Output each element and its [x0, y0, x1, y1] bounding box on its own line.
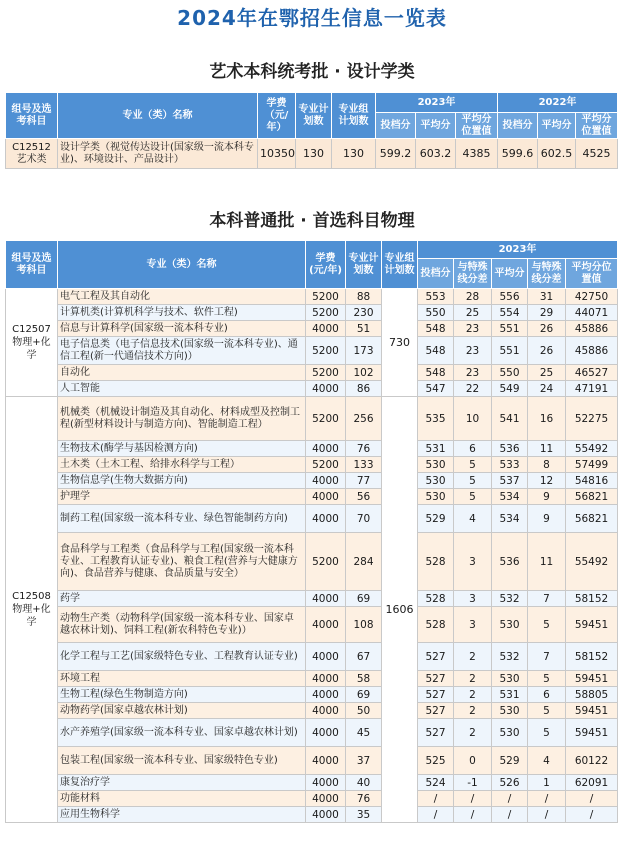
table-row	[6, 505, 618, 533]
cutoff-cell: 547	[418, 381, 454, 397]
average-cell: 531	[492, 687, 528, 703]
cutoff-cell: 548	[418, 337, 454, 365]
average-cell: 529	[492, 747, 528, 775]
rank-cell: /	[566, 807, 618, 823]
major-cell: 土木类（土木工程、给排水科学与工程）	[58, 457, 306, 473]
major-cell: 生物信息学(生物大数据方向)	[58, 473, 306, 489]
header-major: 专业（类）名称	[58, 241, 306, 289]
table-row	[6, 441, 618, 457]
plan-cell: 70	[346, 505, 382, 533]
major-cell: 食品科学与工程类（食品科学与工程(国家级一流本科专业、工程教育认证专业)、粮食工程(营养与大健康方向)、食品营养与健康、食品质量与安全）	[58, 533, 306, 591]
average-diff-cell: 5	[528, 719, 566, 747]
average-diff-cell: 25	[528, 365, 566, 381]
rank-cell: 47191	[566, 381, 618, 397]
major-cell: 生物技术(酶学与基因检测方向)	[58, 441, 306, 457]
cutoff-cell: 530	[418, 457, 454, 473]
cutoff-diff-cell: 4	[454, 505, 492, 533]
table-row	[6, 687, 618, 703]
major-cell: 制药工程(国家级一流本科专业、绿色智能制药方向)	[58, 505, 306, 533]
rank-cell: 46527	[566, 365, 618, 381]
cutoff-cell: 548	[418, 365, 454, 381]
table-row	[6, 807, 618, 823]
header-group: 组号及选考科目	[6, 93, 58, 139]
plan-cell: 40	[346, 775, 382, 791]
section-title-art: 艺术本科统考批 · 设计学类	[209, 62, 415, 82]
fee-cell: 5200	[306, 337, 346, 365]
rank-cell: 52275	[566, 397, 618, 441]
cutoff-diff-cell: 22	[454, 381, 492, 397]
plan-cell: 256	[346, 397, 382, 441]
cutoff-diff-cell: 5	[454, 473, 492, 489]
average-2022-cell: 602.5	[538, 139, 576, 169]
header-rank: 平均分位置值	[566, 259, 618, 289]
average-diff-cell: 29	[528, 305, 566, 321]
average-cell: 530	[492, 671, 528, 687]
table-row	[6, 365, 618, 381]
major-cell: 化学工程与工艺(国家级特色专业、工程教育认证专业)	[58, 643, 306, 671]
major-cell: 环境工程	[58, 671, 306, 687]
cutoff-diff-cell: 3	[454, 533, 492, 591]
group-plan-cell: 130	[332, 139, 376, 169]
cutoff-diff-cell: 5	[454, 457, 492, 473]
cutoff-diff-cell: /	[454, 807, 492, 823]
plan-cell: 67	[346, 643, 382, 671]
major-cell: 动物药学(国家卓越农林计划)	[58, 703, 306, 719]
plan-cell: 51	[346, 321, 382, 337]
rank-cell: 62091	[566, 775, 618, 791]
rank-cell: 56821	[566, 505, 618, 533]
average-cell: 551	[492, 321, 528, 337]
fee-cell: 5200	[306, 289, 346, 305]
rank-2023-cell: 4385	[456, 139, 498, 169]
plan-cell: 35	[346, 807, 382, 823]
average-cell: /	[492, 791, 528, 807]
table-row	[6, 591, 618, 607]
major-cell: 计算机类(计算机科学与技术、软件工程)	[58, 305, 306, 321]
major-cell: 动物生产类（动物科学(国家级一流本科专业、国家卓越农林计划)、饲料工程(新农科特色专业)）	[58, 607, 306, 643]
table-row	[6, 397, 618, 441]
plan-cell: 77	[346, 473, 382, 489]
rank-cell: 45886	[566, 321, 618, 337]
cutoff-cell: 529	[418, 505, 454, 533]
cutoff-cell: 527	[418, 703, 454, 719]
cutoff-diff-cell: 3	[454, 607, 492, 643]
rank-cell: 58152	[566, 591, 618, 607]
major-cell: 应用生物科学	[58, 807, 306, 823]
table-row	[6, 533, 618, 591]
major-cell: 护理学	[58, 489, 306, 505]
major-cell: 人工智能	[58, 381, 306, 397]
average-cell: 554	[492, 305, 528, 321]
average-diff-cell: 4	[528, 747, 566, 775]
cutoff-diff-cell: 25	[454, 305, 492, 321]
cutoff-diff-cell: 2	[454, 703, 492, 719]
header-2023-cutoff: 投档分	[376, 113, 416, 139]
fee-cell: 4000	[306, 321, 346, 337]
average-cell: 530	[492, 607, 528, 643]
fee-cell: 4000	[306, 703, 346, 719]
cutoff-cell: 535	[418, 397, 454, 441]
table-row	[6, 775, 618, 791]
average-cell: 536	[492, 441, 528, 457]
fee-cell: 5200	[306, 365, 346, 381]
fee-cell: 4000	[306, 747, 346, 775]
average-diff-cell: 26	[528, 321, 566, 337]
cutoff-cell: 548	[418, 321, 454, 337]
header-2023: 2023年	[376, 93, 498, 113]
average-cell: 536	[492, 533, 528, 591]
cutoff-diff-cell: 2	[454, 687, 492, 703]
table-row	[6, 747, 618, 775]
group-cell: C12512 艺术类	[6, 139, 58, 169]
group-cell: C12507 物理+化学	[6, 289, 58, 397]
table-row	[6, 703, 618, 719]
header-cutoff: 投档分	[418, 259, 454, 289]
plan-cell: 58	[346, 671, 382, 687]
average-diff-cell: /	[528, 791, 566, 807]
rank-cell: 57499	[566, 457, 618, 473]
table-row	[6, 791, 618, 807]
major-cell: 水产养殖学(国家级一流本科专业、国家卓越农林计划)	[58, 719, 306, 747]
table-row	[6, 457, 618, 473]
plan-cell: 88	[346, 289, 382, 305]
plan-cell: 108	[346, 607, 382, 643]
header-2023-rank: 平均分位置值	[456, 113, 498, 139]
fee-cell: 5200	[306, 533, 346, 591]
cutoff-cell: /	[418, 791, 454, 807]
table-row	[6, 305, 618, 321]
header-major: 专业（类）名称	[58, 93, 258, 139]
fee-cell: 10350	[258, 139, 296, 169]
table-row	[6, 719, 618, 747]
plan-cell: 69	[346, 591, 382, 607]
cutoff-cell: 527	[418, 687, 454, 703]
section-title-physics: 本科普通批 · 首选科目物理	[209, 211, 415, 231]
fee-cell: 4000	[306, 791, 346, 807]
rank-cell: 55492	[566, 441, 618, 457]
plan-cell: 173	[346, 337, 382, 365]
group-plan-cell: 730	[382, 289, 418, 397]
table-row	[6, 139, 618, 169]
average-cell: 549	[492, 381, 528, 397]
header-average-diff: 与特殊线分差	[528, 259, 566, 289]
average-cell: 532	[492, 643, 528, 671]
average-diff-cell: 9	[528, 489, 566, 505]
table-row	[6, 643, 618, 671]
header-2022-cutoff: 投档分	[498, 113, 538, 139]
table-row	[6, 321, 618, 337]
cutoff-cell: 528	[418, 591, 454, 607]
art-admission-table	[5, 92, 618, 169]
table-row	[6, 473, 618, 489]
plan-cell: 133	[346, 457, 382, 473]
cutoff-diff-cell: 10	[454, 397, 492, 441]
average-diff-cell: /	[528, 807, 566, 823]
average-diff-cell: 26	[528, 337, 566, 365]
header-fee: 学费(元/年)	[306, 241, 346, 289]
average-cell: 530	[492, 719, 528, 747]
rank-cell: 56821	[566, 489, 618, 505]
average-diff-cell: 5	[528, 671, 566, 687]
average-2023-cell: 603.2	[416, 139, 456, 169]
cutoff-diff-cell: 2	[454, 671, 492, 687]
fee-cell: 4000	[306, 671, 346, 687]
major-cell: 自动化	[58, 365, 306, 381]
physics-admission-table	[5, 240, 618, 823]
average-cell: 550	[492, 365, 528, 381]
rank-cell: 54816	[566, 473, 618, 489]
average-diff-cell: 7	[528, 591, 566, 607]
header-2023: 2023年	[418, 241, 618, 259]
cutoff-cell: 530	[418, 473, 454, 489]
cutoff-diff-cell: 3	[454, 591, 492, 607]
major-cell: 电气工程及其自动化	[58, 289, 306, 305]
cutoff-cell: 527	[418, 719, 454, 747]
fee-cell: 5200	[306, 305, 346, 321]
rank-cell: /	[566, 791, 618, 807]
average-cell: 530	[492, 703, 528, 719]
header-2022-rank: 平均分位置值	[576, 113, 618, 139]
plan-cell: 45	[346, 719, 382, 747]
fee-cell: 4000	[306, 473, 346, 489]
plan-cell: 230	[346, 305, 382, 321]
header-plan: 专业计划数	[346, 241, 382, 289]
fee-cell: 4000	[306, 505, 346, 533]
average-cell: 526	[492, 775, 528, 791]
header-2023-average: 平均分	[416, 113, 456, 139]
table-row	[6, 337, 618, 365]
major-cell: 生物工程(绿色生物制造方向)	[58, 687, 306, 703]
table-row	[6, 671, 618, 687]
header-group-plan: 专业组计划数	[382, 241, 418, 289]
average-cell: 532	[492, 591, 528, 607]
major-cell: 机械类（机械设计制造及其自动化、材料成型及控制工程(新型材料设计与制造方向)、智能制造工程）	[58, 397, 306, 441]
fee-cell: 4000	[306, 489, 346, 505]
major-cell: 信息与计算科学(国家级一流本科专业)	[58, 321, 306, 337]
plan-cell: 76	[346, 791, 382, 807]
rank-cell: 59451	[566, 719, 618, 747]
cutoff-cell: 527	[418, 671, 454, 687]
header-average: 平均分	[492, 259, 528, 289]
rank-cell: 55492	[566, 533, 618, 591]
plan-cell: 76	[346, 441, 382, 457]
average-diff-cell: 9	[528, 505, 566, 533]
table-row	[6, 607, 618, 643]
average-diff-cell: 1	[528, 775, 566, 791]
fee-cell: 4000	[306, 441, 346, 457]
cutoff-diff-cell: 23	[454, 365, 492, 381]
average-diff-cell: 11	[528, 441, 566, 457]
major-cell: 电子信息类（电子信息技术(国家级一流本科专业)、通信工程(新一代通信技术方向)）	[58, 337, 306, 365]
fee-cell: 4000	[306, 591, 346, 607]
rank-cell: 44071	[566, 305, 618, 321]
cutoff-diff-cell: 23	[454, 321, 492, 337]
rank-cell: 45886	[566, 337, 618, 365]
cutoff-cell: 528	[418, 607, 454, 643]
plan-cell: 102	[346, 365, 382, 381]
cutoff-cell: 527	[418, 643, 454, 671]
fee-cell: 4000	[306, 607, 346, 643]
cutoff-cell: 530	[418, 489, 454, 505]
cutoff-diff-cell: 5	[454, 489, 492, 505]
fee-cell: 4000	[306, 807, 346, 823]
cutoff-diff-cell: 0	[454, 747, 492, 775]
table-row	[6, 489, 618, 505]
average-cell: 551	[492, 337, 528, 365]
header-fee: 学费（元/年）	[258, 93, 296, 139]
average-cell: 541	[492, 397, 528, 441]
average-cell: 534	[492, 489, 528, 505]
header-cutoff-diff: 与特殊线分差	[454, 259, 492, 289]
average-cell: 556	[492, 289, 528, 305]
fee-cell: 5200	[306, 457, 346, 473]
group-plan-cell: 1606	[382, 397, 418, 823]
plan-cell: 50	[346, 703, 382, 719]
cutoff-diff-cell: 23	[454, 337, 492, 365]
average-diff-cell: 6	[528, 687, 566, 703]
cutoff-diff-cell: 2	[454, 719, 492, 747]
cutoff-cell: 524	[418, 775, 454, 791]
fee-cell: 4000	[306, 381, 346, 397]
cutoff-cell: 525	[418, 747, 454, 775]
plan-cell: 56	[346, 489, 382, 505]
cutoff-cell: 531	[418, 441, 454, 457]
cutoff-cell: 528	[418, 533, 454, 591]
average-diff-cell: 11	[528, 533, 566, 591]
rank-cell: 59451	[566, 607, 618, 643]
major-cell: 药学	[58, 591, 306, 607]
cutoff-diff-cell: 2	[454, 643, 492, 671]
fee-cell: 4000	[306, 643, 346, 671]
fee-cell: 4000	[306, 687, 346, 703]
average-diff-cell: 31	[528, 289, 566, 305]
plan-cell: 86	[346, 381, 382, 397]
cutoff-2023-cell: 599.2	[376, 139, 416, 169]
fee-cell: 4000	[306, 775, 346, 791]
rank-cell: 58152	[566, 643, 618, 671]
average-cell: 537	[492, 473, 528, 489]
cutoff-diff-cell: -1	[454, 775, 492, 791]
average-cell: /	[492, 807, 528, 823]
header-group: 组号及选考科目	[6, 241, 58, 289]
header-2022: 2022年	[498, 93, 618, 113]
header-group-plan: 专业组计划数	[332, 93, 376, 139]
average-diff-cell: 5	[528, 703, 566, 719]
header-plan: 专业计划数	[296, 93, 332, 139]
average-diff-cell: 8	[528, 457, 566, 473]
cutoff-diff-cell: /	[454, 791, 492, 807]
cutoff-diff-cell: 6	[454, 441, 492, 457]
cutoff-diff-cell: 28	[454, 289, 492, 305]
rank-cell: 42750	[566, 289, 618, 305]
average-cell: 533	[492, 457, 528, 473]
cutoff-cell: /	[418, 807, 454, 823]
average-diff-cell: 12	[528, 473, 566, 489]
major-cell: 康复治疗学	[58, 775, 306, 791]
rank-cell: 58805	[566, 687, 618, 703]
table-row	[6, 381, 618, 397]
cutoff-cell: 550	[418, 305, 454, 321]
plan-cell: 37	[346, 747, 382, 775]
average-diff-cell: 7	[528, 643, 566, 671]
fee-cell: 5200	[306, 397, 346, 441]
page-title: 2024年在鄂招生信息一览表	[177, 6, 447, 30]
rank-2022-cell: 4525	[576, 139, 618, 169]
plan-cell: 284	[346, 533, 382, 591]
cutoff-2022-cell: 599.6	[498, 139, 538, 169]
average-cell: 534	[492, 505, 528, 533]
table-row	[6, 289, 618, 305]
average-diff-cell: 5	[528, 607, 566, 643]
major-cell: 包装工程(国家级一流本科专业、国家级特色专业)	[58, 747, 306, 775]
average-diff-cell: 16	[528, 397, 566, 441]
group-cell: C12508 物理+化学	[6, 397, 58, 823]
plan-cell: 130	[296, 139, 332, 169]
rank-cell: 59451	[566, 671, 618, 687]
cutoff-cell: 553	[418, 289, 454, 305]
plan-cell: 69	[346, 687, 382, 703]
major-cell: 设计学类（视觉传达设计(国家级一流本科专业)、环境设计、产品设计）	[58, 139, 258, 169]
header-2022-average: 平均分	[538, 113, 576, 139]
fee-cell: 4000	[306, 719, 346, 747]
major-cell: 功能材料	[58, 791, 306, 807]
average-diff-cell: 24	[528, 381, 566, 397]
rank-cell: 60122	[566, 747, 618, 775]
rank-cell: 59451	[566, 703, 618, 719]
